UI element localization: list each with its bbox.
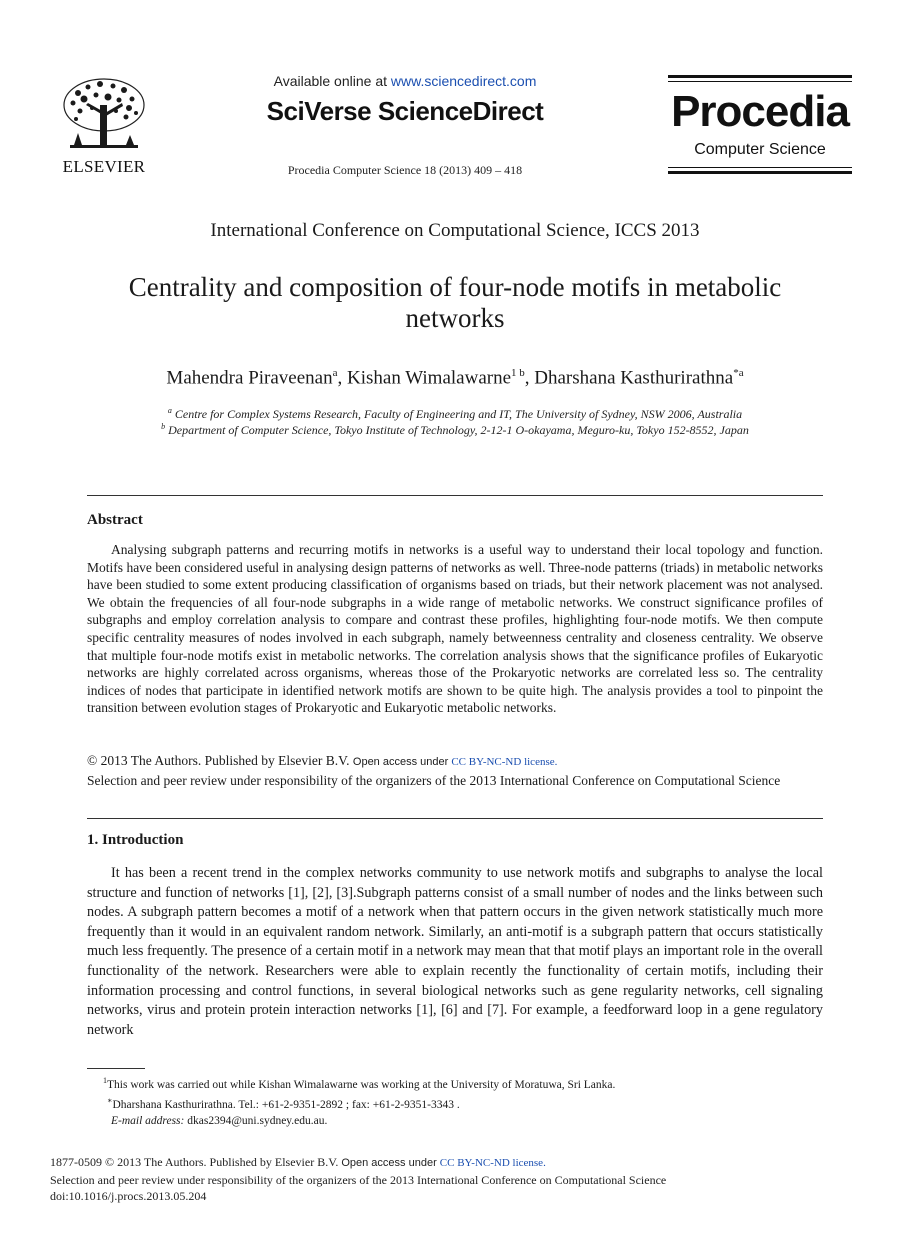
license-link[interactable]: CC BY-NC-ND license. [439,1157,546,1169]
author-name: Kishan Wimalawarne [347,367,512,389]
open-access-text: Open access under [352,756,452,768]
footnote [87,1093,823,1113]
publisher-wordmark: ELSEVIER [62,157,146,176]
author-mark: *a [733,367,744,379]
introduction-heading: 1. Introduction [87,832,184,848]
footnote-text: Dharshana Kasthurirathna. Tel.: +61-2-9351-2892 ; fax: +61-2-9351-3343 . [112,1098,460,1111]
footnotes [87,1073,823,1129]
affiliation [60,422,850,438]
author-mark: 1 b [511,367,525,379]
section-rule [87,818,823,819]
logo-rule [668,81,852,82]
author-name: Dharshana Kasthurirathna [534,367,734,389]
copyright-line [87,752,823,772]
affiliation-mark: b [161,422,166,431]
sciencedirect-link[interactable]: www.sciencedirect.com [390,73,537,89]
elsevier-tree-icon [56,75,152,155]
footnote-text: This work was carried out while Kishan Wimalawarne was working at the University of Moratuwa, Sri Lanka. [107,1078,616,1091]
email-label: E-mail address: [111,1114,185,1127]
affiliation-mark: a [167,406,172,415]
copyright-block [87,752,823,789]
journal-reference: Procedia Computer Science 18 (2013) 409 – 418 [287,163,523,177]
affiliation [60,406,850,422]
author-separator: , [337,367,347,389]
elsevier-logo [56,75,152,175]
peer-review-statement: Selection and peer review under responsibility of the organizers of the 2013 International Conference on Computational Science [87,772,781,788]
footnote [87,1073,823,1093]
footnote-mark: ∗ [107,1095,113,1105]
license-link[interactable]: CC BY-NC-ND license. [451,756,558,768]
abstract-heading: Abstract [87,512,143,528]
author-list [60,367,850,389]
abstract-text: Analysing subgraph patterns and recurring motifs in networks is a useful way to understand their local topology and function. Motifs have been considered useful in analysing design patterns of networks as well. Three-node patterns (triads) in metabolic networks have been studied to some extent producing classification of organisms based on triads, but their network placement was not analysed. We obtain the frequencies of all four-node subgraphs in a wide range of metabolic networks. We construct significance profiles of subgraphs and employ correlation analysis to compare and contrast these profiles, highlighting four-node motifs. We then compute specific centrality measures of nodes involved in each subgraph, namely betweenness centrality and closeness centrality. We observe that multiple four-node motifs exist in metabolic networks. The correlation analysis shows that the significance profiles of Eukaryotic networks are highly correlated across organisms, whereas those of the Prokaryotic networks are correlated less so. The centrality indices of nodes that participate in identified network motifs are shown to be quite high. The analysis provides a tool to pinpoint the transition between evolution stages of Prokaryotic and Eukaryotic metabolic networks. [87,542,823,716]
procedia-title: Procedia [671,87,849,136]
footnote-mark: 1 [103,1076,107,1085]
paper-title: Centrality and composition of four-node motifs in metabolic networks [128,272,782,333]
copyright-text: © 2013 The Authors. Published by Elsevier B.V. [87,753,353,768]
footnote [87,1113,823,1129]
introduction-text: It has been a recent trend in the complex networks community to use network motifs and subgraphs to analyse the local structure and function of networks [1], [2], [3].Subgraph patterns consist of a small number of nodes and the links between such nodes. A subgraph pattern becomes a motif of a network when that pattern occurs in the given network statistically much more frequently than it would in an equivalent random network. Similarly, an anti-motif is a subgraph pattern that occurs statistically much less frequently. The presence of a certain motif in a network may mean that that motif plays an important role in the overall functionality of the network. Researchers were able to explain recently the functionality of certain motifs, including their information processing and control functions, in several biological networks such as gene regularity networks, cell signaling networks, virus and protein protein interaction networks [1], [6] and [7]. For example, a feedforward loop in a gene regulatory network [87,865,823,1038]
logo-rule [668,75,852,78]
issn-line [50,1154,850,1172]
available-online-line [200,73,610,89]
open-access-text: Open access under [341,1157,440,1169]
procedia-subtitle: Computer Science [694,141,826,158]
platform-logo: SciVerse ScienceDirect [266,96,544,126]
issn-text: 1877-0509 © 2013 The Authors. Published by Elsevier B.V. [50,1155,342,1169]
affiliation-text: Centre for Complex Systems Research, Faculty of Engineering and IT, The University of Sydney, NSW 2006, Australia [174,407,743,421]
peer-review-statement: Selection and peer review under responsibility of the organizers of the 2013 International Conference on Computational Science [50,1172,667,1187]
logo-rule [668,171,852,174]
doi: doi:10.1016/j.procs.2013.05.204 [50,1189,207,1203]
affiliation-text: Department of Computer Science, Tokyo Institute of Technology, 2-12-1 O-okayama, Meguro-ku, Tokyo 152-8552, Japan [168,423,749,437]
author-separator: , [524,367,535,389]
footnote-rule [87,1068,145,1069]
procedia-logo [668,75,852,175]
author-name: Mahendra Piraveenan [166,367,333,389]
author-mark: a [332,367,338,379]
section-rule [87,495,823,496]
logo-rule [668,167,852,168]
email-address: dkas2394@uni.sydney.edu.au. [184,1114,328,1127]
bottom-info [50,1154,850,1205]
conference-name: International Conference on Computational Science, ICCS 2013 [210,220,700,241]
available-prefix: Available online at [273,73,391,89]
